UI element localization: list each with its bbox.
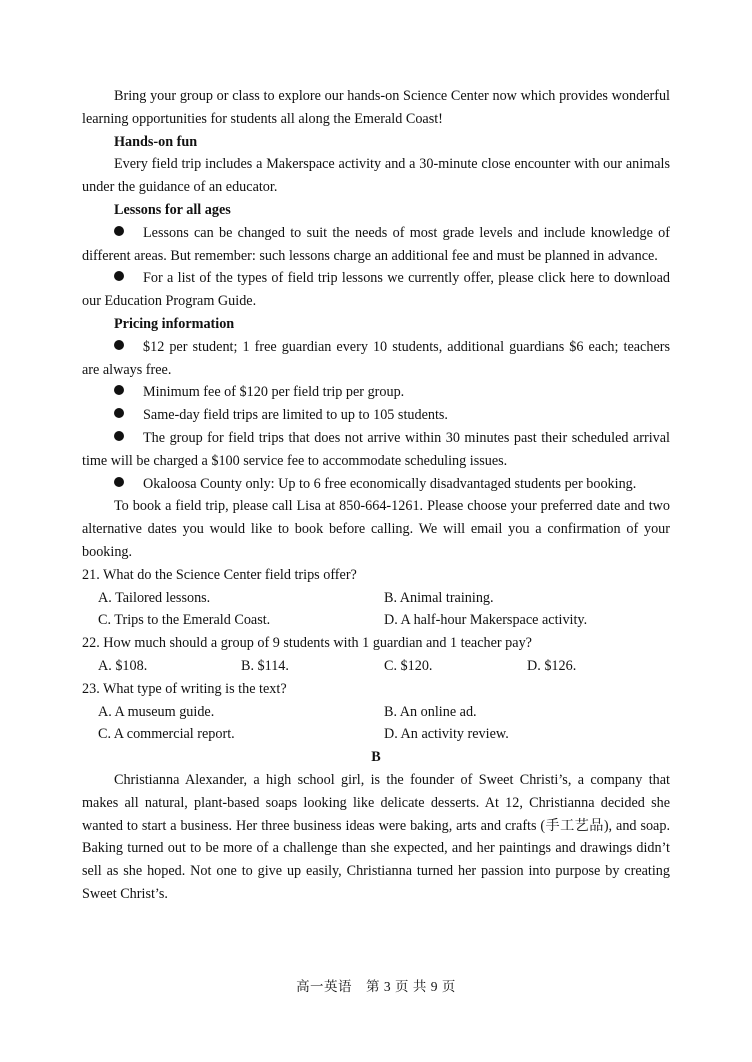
hands-on-fun-paragraph: Every field trip includes a Makerspace activity and a 30-minute close encounter with our animals under the guidance of an educator.	[82, 156, 670, 196]
bullet-item	[82, 222, 670, 268]
option-d: D. A half-hour Makerspace activity.	[384, 612, 588, 629]
bullet-text: The group for field trips that does not arrive within 30 minutes past their scheduled arrival time will be charged a $100 service fee to accommodate scheduling issues.	[82, 429, 670, 469]
question-options-23	[82, 701, 670, 724]
passage-b-letter: B	[371, 749, 381, 766]
bullet-icon	[114, 385, 124, 395]
section-heading-pricing: Pricing information	[114, 315, 235, 332]
bullet-item	[82, 404, 670, 427]
question-options-21	[82, 587, 670, 610]
option-c: C. Trips to the Emerald Coast.	[98, 612, 271, 629]
option-b: B. Animal training.	[384, 589, 494, 606]
passage-a-closing: To book a field trip, please call Lisa at 850-664-1261. Please choose your preferred date and two alternative dates you would like to book before calling. We will email you a confirmation of your booking.	[82, 498, 670, 560]
bullet-icon	[114, 431, 124, 441]
passage-b-paragraph: Christianna Alexander, a high school girl, is the founder of Sweet Christi’s, a company that makes all natural, plant-based soaps looking like delicate desserts. At 12, Christianna decided she wanted to start a business. Her three business ideas were baking, arts and crafts (手工艺品), and soap. Baking turned out to be more of a challenge than she expected, and her paintings and drawings didn’t sell as she hoped. Not one to give up easily, Christianna turned her passion into purpose by creating Sweet Christ’s.	[82, 771, 670, 902]
question-options-23	[82, 723, 670, 746]
bullet-icon	[114, 226, 124, 236]
bullet-item	[82, 473, 670, 496]
section-heading-hands-on-fun: Hands-on fun	[114, 133, 198, 150]
page-footer: 高一英语 第 3 页 共 9 页	[296, 979, 456, 994]
option-a: A. $108.	[98, 657, 148, 674]
option-d: D. An activity review.	[384, 726, 509, 743]
bullet-item	[82, 336, 670, 382]
passage-a-intro: Bring your group or class to explore our hands-on Science Center now which provides wonderful learning opportunities for students all along the Emerald Coast!	[82, 88, 670, 127]
bullet-text: For a list of the types of field trip lessons we currently offer, please click here to download our Education Program Guide.	[82, 270, 670, 310]
bullet-text: Okaloosa County only: Up to 6 free economically disadvantaged students per booking.	[143, 475, 637, 492]
option-c: C. A commercial report.	[98, 726, 235, 743]
option-b: B. $114.	[241, 657, 289, 674]
option-a: A. Tailored lessons.	[98, 589, 211, 606]
bullet-icon	[114, 408, 124, 418]
option-a: A. A museum guide.	[98, 703, 215, 720]
question-options-21	[82, 609, 670, 632]
question-options-22	[82, 655, 670, 678]
bullet-icon	[114, 477, 124, 487]
option-b: B. An online ad.	[384, 703, 477, 720]
bullet-text: Lessons can be changed to suit the needs of most grade levels and include knowledge of different areas. But remember: such lessons charge an additional fee and must be planned in advance.	[82, 224, 670, 264]
bullet-icon	[114, 271, 124, 281]
bullet-icon	[114, 340, 124, 350]
question-stem-23: 23. What type of writing is the text?	[82, 680, 287, 697]
section-heading-lessons: Lessons for all ages	[114, 201, 231, 218]
bullet-item	[82, 381, 670, 404]
question-stem-21: 21. What do the Science Center field trips offer?	[82, 566, 357, 583]
question-stem-22: 22. How much should a group of 9 students with 1 guardian and 1 teacher pay?	[82, 635, 532, 652]
bullet-item	[82, 267, 670, 313]
page-content	[82, 85, 670, 906]
bullet-item	[82, 427, 670, 473]
bullet-text: Minimum fee of $120 per field trip per group.	[143, 384, 405, 401]
option-c: C. $120.	[384, 657, 433, 674]
bullet-text: Same-day field trips are limited to up to 105 students.	[143, 407, 448, 424]
option-d: D. $126.	[527, 657, 577, 674]
bullet-text: $12 per student; 1 free guardian every 10 students, additional guardians $6 each; teachers are always free.	[82, 338, 670, 378]
